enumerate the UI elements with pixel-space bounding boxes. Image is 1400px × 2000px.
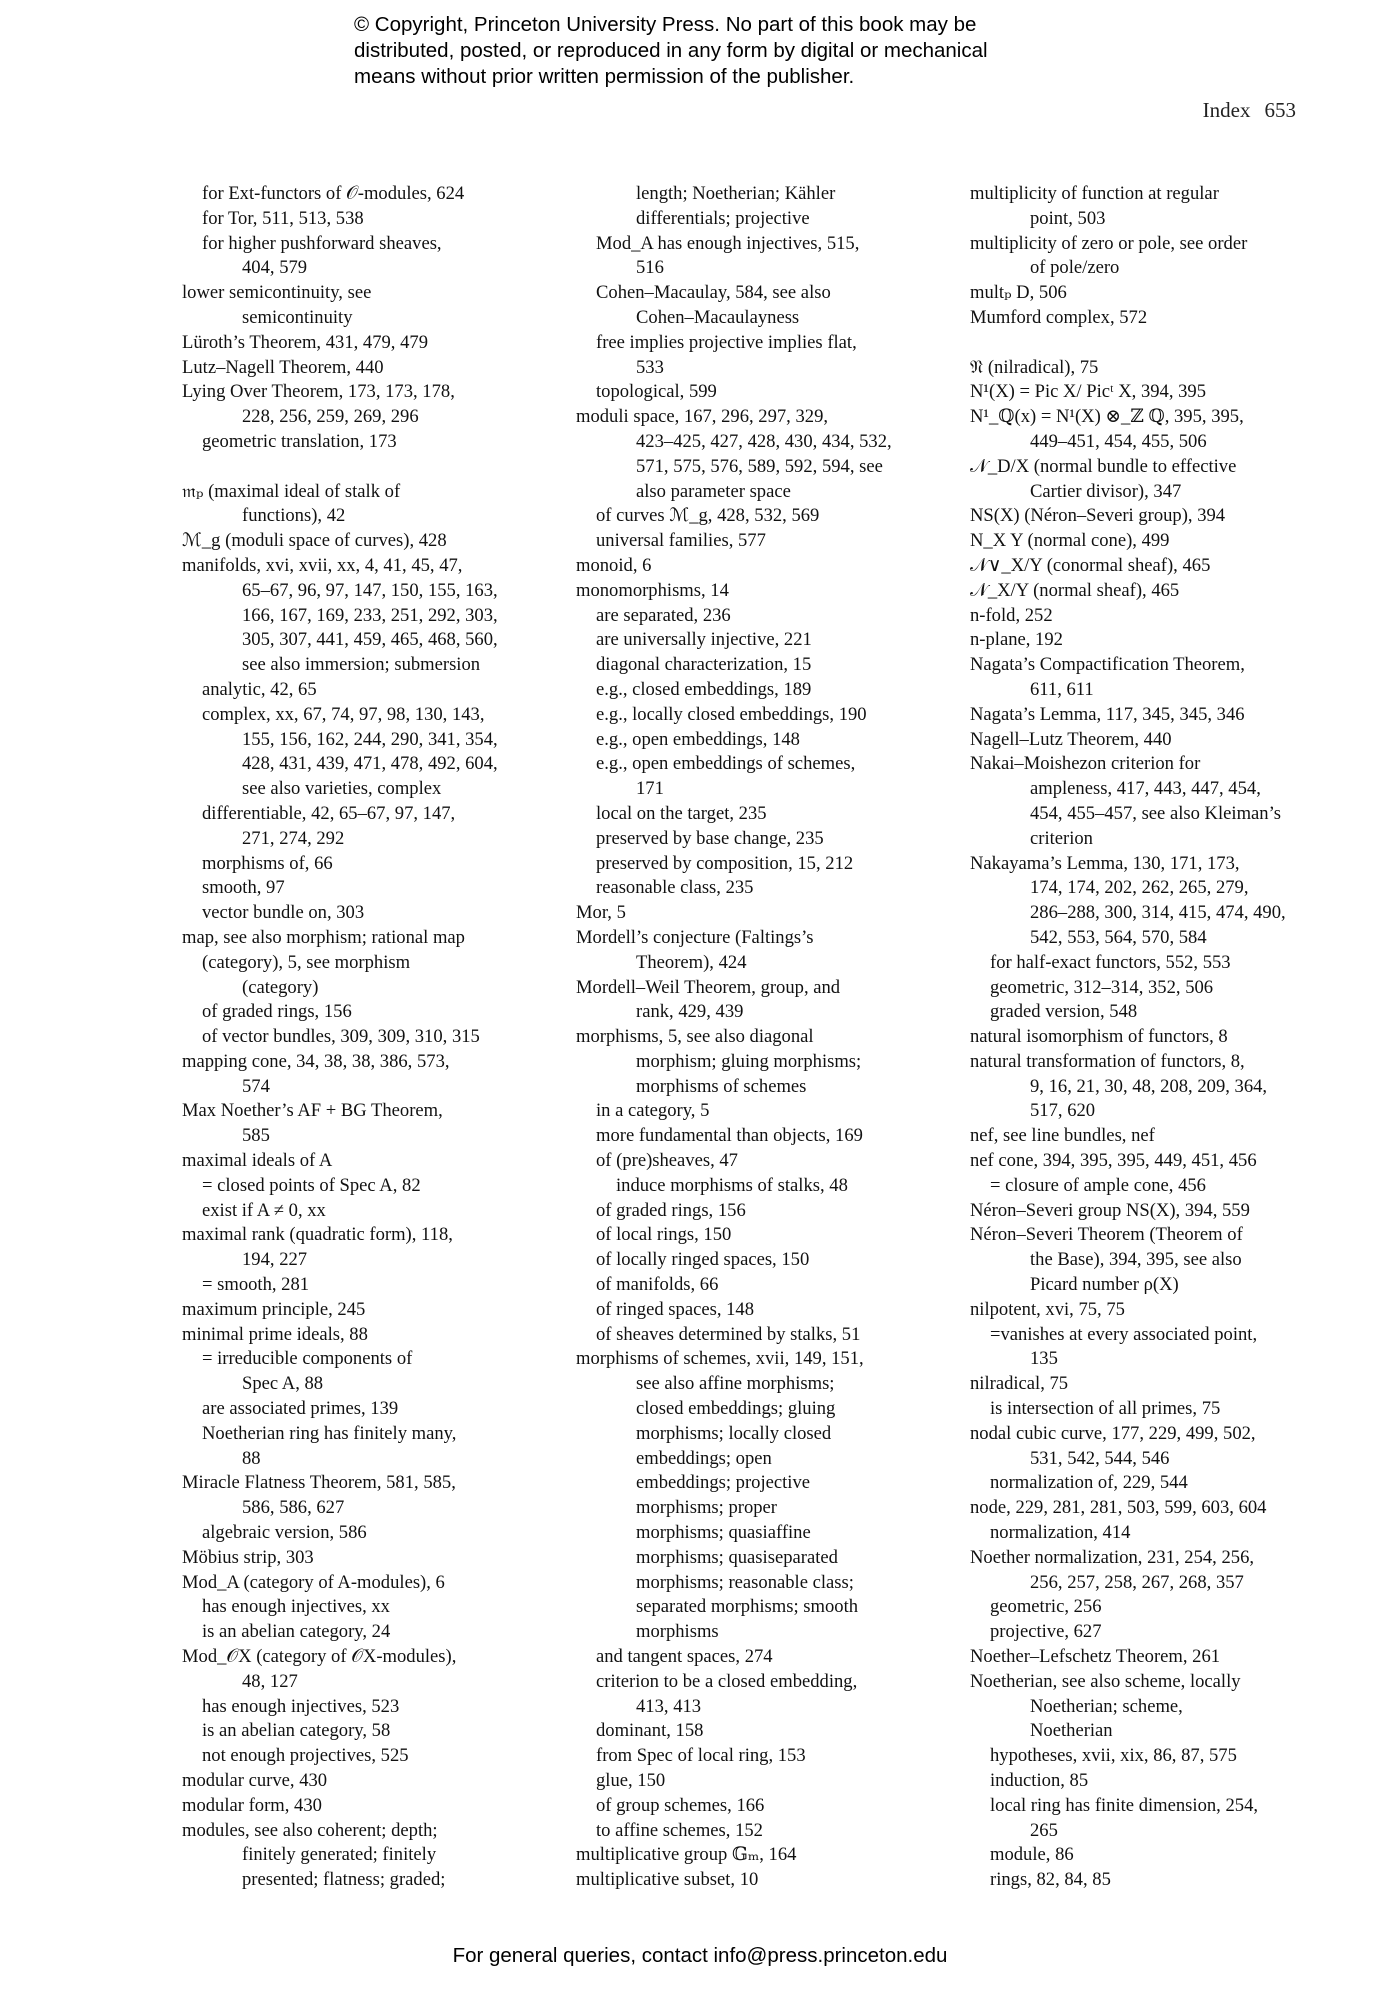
index-subentry: closed embeddings; gluing [636, 1398, 836, 1420]
index-entry: n-plane, 192 [970, 629, 1063, 651]
index-subentry: 171 [636, 778, 664, 800]
index-subentry: for Tor, 511, 513, 538 [202, 207, 364, 229]
index-subentry: exist if A ≠ 0, xx [202, 1199, 326, 1221]
index-entry: Nakai–Moishezon criterion for [970, 753, 1201, 775]
index-subentry: Cohen–Macaulay, 584, see also [596, 282, 831, 304]
index-subentry: 305, 307, 441, 459, 465, 468, 560, [242, 629, 498, 651]
index-subentry: 174, 174, 202, 262, 265, 279, [1030, 877, 1249, 899]
index-subentry: 265 [1030, 1819, 1058, 1841]
index-entry: Noether–Lefschetz Theorem, 261 [970, 1646, 1221, 1668]
index-entry: multiplicity of function at regular [970, 183, 1219, 204]
running-head [1203, 98, 1296, 123]
index-subentry: Noetherian; scheme, [1030, 1695, 1183, 1717]
index-subentry: to affine schemes, 152 [596, 1819, 763, 1841]
index-entry: Lying Over Theorem, 173, 173, 178, [182, 381, 455, 403]
index-entry [182, 455, 527, 480]
index-subentry: 271, 274, 292 [242, 827, 345, 849]
index-subentry: 531, 542, 544, 546 [1030, 1447, 1170, 1469]
page-number: 653 [1264, 98, 1296, 122]
index-entry: morphisms of schemes, xvii, 149, 151, [576, 1348, 864, 1370]
index-subentry: of manifolds, 66 [596, 1274, 719, 1296]
index-entry: multiplicative group 𝔾ₘ, 164 [576, 1844, 797, 1866]
index-subentry: semicontinuity [242, 306, 353, 328]
index-entry: Néron–Severi group NS(X), 394, 559 [970, 1199, 1250, 1221]
index-entry: nef cone, 394, 395, 395, 449, 451, 456 [970, 1150, 1257, 1172]
index-subentry: 449–451, 454, 455, 506 [1030, 430, 1207, 452]
index-subentry: vector bundle on, 303 [202, 902, 365, 924]
index-subentry: presented; flatness; graded; [242, 1869, 446, 1891]
index-subentry: = smooth, 281 [202, 1274, 310, 1296]
index-subentry: e.g., open embeddings of schemes, [596, 753, 856, 775]
index-entry: Néron–Severi Theorem (Theorem of [970, 1224, 1243, 1246]
index-subentry: diagonal characterization, 15 [596, 654, 812, 676]
index-entry: nilpotent, xvi, 75, 75 [970, 1298, 1125, 1320]
index-column-1 [182, 182, 527, 1893]
index-subentry: (category) [242, 976, 319, 998]
index-subentry: of pole/zero [1030, 257, 1120, 279]
index-subentry: criterion [1030, 827, 1093, 849]
index-subentry: of curves ℳ_g, 428, 532, 569 [596, 505, 820, 527]
index-subentry: e.g., closed embeddings, 189 [596, 678, 812, 700]
index-subentry: induce morphisms of stalks, 48 [616, 1174, 848, 1196]
index-subentry: Noetherian [1030, 1720, 1113, 1742]
index-subentry: =vanishes at every associated point, [990, 1323, 1258, 1345]
copyright-line: means without prior written permission of the publisher. [354, 65, 855, 88]
index-subentry: has enough injectives, xx [202, 1596, 390, 1618]
index-subentry: morphisms; quasiseparated [636, 1546, 838, 1568]
index-subentry: glue, 150 [596, 1770, 666, 1791]
running-title: Index [1202, 98, 1251, 122]
index-entry: nef, see line bundles, nef [970, 1125, 1155, 1147]
index-entry: Noether normalization, 231, 254, 256, [970, 1546, 1255, 1568]
index-subentry: 611, 611 [1030, 678, 1094, 700]
index-subentry: rank, 429, 439 [636, 1001, 744, 1023]
index-subentry: more fundamental than objects, 169 [596, 1125, 863, 1147]
index-subentry: the Base), 394, 395, see also [1030, 1249, 1242, 1271]
index-subentry: for half-exact functors, 552, 553 [990, 951, 1231, 973]
index-entry: ℳ_g (moduli space of curves), 428 [182, 530, 447, 552]
index-subentry: of graded rings, 156 [202, 1001, 352, 1023]
index-entry: Mumford complex, 572 [970, 306, 1148, 328]
index-subentry: normalization of, 229, 544 [990, 1472, 1188, 1494]
index-subentry: see also affine morphisms; [636, 1373, 835, 1395]
index-entry: Nakayama’s Lemma, 130, 171, 173, [970, 852, 1240, 874]
index-entry: Max Noether’s AF + BG Theorem, [182, 1100, 443, 1122]
index-subentry: 9, 16, 21, 30, 48, 208, 209, 364, [1030, 1075, 1268, 1097]
index-subentry: is intersection of all primes, 75 [990, 1398, 1221, 1420]
index-subentry: preserved by composition, 15, 212 [596, 852, 854, 874]
index-subentry: hypotheses, xvii, xix, 86, 87, 575 [990, 1745, 1237, 1767]
index-entry: Mor, 5 [576, 902, 626, 924]
index-subentry: morphisms of, 66 [202, 852, 333, 874]
index-entry: 𝔑 (nilradical), 75 [970, 356, 1099, 378]
index-subentry: Noetherian ring has finitely many, [202, 1422, 457, 1444]
index-subentry: geometric, 312–314, 352, 506 [990, 976, 1214, 998]
index-entry: maximum principle, 245 [182, 1298, 366, 1320]
index-entry: moduli space, 167, 296, 297, 329, [576, 406, 829, 428]
index-subentry: also parameter space [636, 480, 791, 502]
index-column-2 [576, 182, 918, 1893]
index-subentry: of vector bundles, 309, 309, 310, 315 [202, 1026, 480, 1048]
index-subentry: 228, 256, 259, 269, 296 [242, 406, 419, 428]
index-subentry: 574 [242, 1075, 270, 1097]
index-subentry: 166, 167, 169, 233, 251, 292, 303, [242, 604, 498, 626]
index-subentry: e.g., open embeddings, 148 [596, 728, 800, 750]
index-subentry: = irreducible components of [202, 1348, 413, 1370]
index-entry: Möbius strip, 303 [182, 1546, 314, 1568]
index-entry: multiplicity of zero or pole, see order [970, 232, 1248, 254]
index-subentry: 516 [636, 257, 664, 279]
index-subentry: dominant, 158 [596, 1720, 704, 1742]
index-subentry: of sheaves determined by stalks, 51 [596, 1323, 861, 1345]
index-subentry: 585 [242, 1125, 270, 1147]
index-subentry: 533 [636, 356, 664, 378]
index-subentry: e.g., locally closed embeddings, 190 [596, 703, 867, 725]
index-subentry: smooth, 97 [202, 877, 285, 899]
index-subentry: 404, 579 [242, 257, 308, 279]
index-subentry: 286–288, 300, 314, 415, 474, 490, [1030, 902, 1286, 924]
index-subentry: 48, 127 [242, 1670, 298, 1692]
index-subentry: projective, 627 [990, 1621, 1102, 1643]
index-subentry: finitely generated; finitely [242, 1844, 437, 1866]
index-subentry: is an abelian category, 24 [202, 1621, 391, 1643]
index-subentry: morphisms; locally closed [636, 1422, 832, 1444]
index-subentry: not enough projectives, 525 [202, 1745, 409, 1767]
index-subentry: for higher pushforward sheaves, [202, 232, 442, 254]
index-subentry: 65–67, 96, 97, 147, 150, 155, 163, [242, 579, 498, 601]
index-subentry: see also immersion; submersion [242, 654, 481, 676]
index-entry: 𝒩_D/X (normal bundle to effective [970, 455, 1237, 477]
index-entry: 𝔪ₚ (maximal ideal of stalk of [182, 480, 401, 502]
index-subentry: algebraic version, 586 [202, 1522, 367, 1544]
index-entry: multₚ D, 506 [970, 282, 1067, 304]
index-subentry: rings, 82, 84, 85 [990, 1869, 1111, 1891]
index-subentry: 571, 575, 576, 589, 592, 594, see [636, 455, 883, 477]
index-subentry: of local rings, 150 [596, 1224, 732, 1246]
index-entry: nilradical, 75 [970, 1373, 1069, 1395]
index-entry: N_X Y (normal cone), 499 [970, 530, 1170, 552]
index-subentry: ampleness, 417, 443, 447, 454, [1030, 778, 1261, 800]
index-subentry: = closure of ample cone, 456 [990, 1174, 1206, 1196]
index-subentry: differentiable, 42, 65–67, 97, 147, [202, 802, 456, 824]
index-entry: manifolds, xvi, xvii, xx, 4, 41, 45, 47, [182, 554, 463, 576]
index-subentry: functions), 42 [242, 505, 346, 527]
index-subentry: Theorem), 424 [636, 951, 747, 973]
index-entry: N¹(X) = Pic X/ Picᵗ X, 394, 395 [970, 381, 1207, 403]
index-entry: Mordell’s conjecture (Faltings’s [576, 926, 814, 948]
index-subentry: 155, 156, 162, 244, 290, 341, 354, [242, 728, 498, 750]
index-entry: modular form, 430 [182, 1794, 322, 1816]
index-entry: NS(X) (Néron–Severi group), 394 [970, 505, 1226, 527]
index-entry: mapping cone, 34, 38, 38, 386, 573, [182, 1050, 450, 1072]
index-subentry: geometric, 256 [990, 1596, 1102, 1618]
index-subentry: is an abelian category, 58 [202, 1720, 391, 1742]
index-subentry: morphisms [636, 1621, 719, 1643]
index-entry: Nagata’s Lemma, 117, 345, 345, 346 [970, 703, 1245, 725]
copyright-line: © Copyright, Princeton University Press. No part of this book may be [354, 13, 977, 36]
index-subentry: embeddings; projective [636, 1472, 811, 1494]
index-subentry: of graded rings, 156 [596, 1199, 746, 1221]
contact-footer: For general queries, contact info@press.princeton.edu [452, 1944, 948, 1967]
index-subentry: = closed points of Spec A, 82 [202, 1174, 421, 1196]
index-subentry: Picard number ρ(X) [1030, 1274, 1179, 1296]
index-entry: natural isomorphism of functors, 8 [970, 1026, 1228, 1048]
index-subentry: separated morphisms; smooth [636, 1596, 859, 1618]
index-subentry: 413, 413 [636, 1695, 702, 1717]
index-subentry: of (pre)sheaves, 47 [596, 1150, 738, 1172]
index-subentry: point, 503 [1030, 207, 1106, 229]
index-subentry: length; Noetherian; Kähler [636, 183, 836, 204]
index-subentry: 88 [242, 1447, 261, 1469]
index-subentry: analytic, 42, 65 [202, 678, 317, 700]
index-subentry: are universally injective, 221 [596, 629, 812, 651]
index-subentry: of group schemes, 166 [596, 1794, 765, 1816]
copyright-notice [354, 12, 1154, 90]
index-column-3 [970, 182, 1310, 1893]
index-subentry: in a category, 5 [596, 1100, 710, 1122]
index-entry: Miracle Flatness Theorem, 581, 585, [182, 1472, 456, 1494]
index-entry: 𝒩_X/Y (normal sheaf), 465 [970, 579, 1180, 601]
index-entry: 𝒩∨_X/Y (conormal sheaf), 465 [970, 554, 1211, 576]
index-entry: morphisms, 5, see also diagonal [576, 1026, 814, 1048]
index-entry: maximal rank (quadratic form), 118, [182, 1224, 453, 1246]
index-subentry: morphisms; proper [636, 1497, 777, 1519]
index-entry: multiplicative subset, 10 [576, 1869, 759, 1891]
index-entry: map, see also morphism; rational map [182, 926, 465, 948]
index-subentry: 256, 257, 258, 267, 268, 357 [1030, 1571, 1244, 1593]
index-entry: natural transformation of functors, 8, [970, 1050, 1245, 1072]
index-subentry: are separated, 236 [596, 604, 731, 626]
index-entry: N¹_ℚ(x) = N¹(X) ⊗_ℤ ℚ, 395, 395, [970, 406, 1244, 428]
index-entry: Mod_A (category of A-modules), 6 [182, 1571, 445, 1593]
index-subentry: local ring has finite dimension, 254, [990, 1794, 1259, 1816]
index-subentry: has enough injectives, 523 [202, 1695, 400, 1717]
index-subentry: 517, 620 [1030, 1100, 1096, 1122]
index-subentry: free implies projective implies flat, [596, 331, 857, 353]
index-entry: Lüroth’s Theorem, 431, 479, 479 [182, 331, 428, 353]
index-entry: modular curve, 430 [182, 1770, 328, 1791]
index-entry: lower semicontinuity, see [182, 282, 372, 304]
index-subentry: local on the target, 235 [596, 802, 767, 824]
index-entry: Lutz–Nagell Theorem, 440 [182, 356, 384, 378]
index-subentry: reasonable class, 235 [596, 877, 754, 899]
index-entry: nodal cubic curve, 177, 229, 499, 502, [970, 1422, 1256, 1444]
index-subentry: module, 86 [990, 1844, 1074, 1866]
index-subentry: Cohen–Macaulayness [636, 306, 800, 328]
index-entry: maximal ideals of A [182, 1150, 333, 1172]
index-subentry: universal families, 577 [596, 530, 766, 552]
index-subentry: embeddings; open [636, 1447, 772, 1469]
index-subentry: topological, 599 [596, 381, 717, 403]
index-subentry: morphism; gluing morphisms; [636, 1050, 862, 1072]
index-subentry: 135 [1030, 1348, 1058, 1370]
index-subentry: for Ext-functors of 𝒪-modules, 624 [202, 183, 465, 204]
index-entry: Noetherian, see also scheme, locally [970, 1670, 1241, 1692]
index-subentry: preserved by base change, 235 [596, 827, 824, 849]
index-subentry: morphisms of schemes [636, 1075, 807, 1097]
index-subentry: differentials; projective [636, 207, 810, 229]
index-subentry: from Spec of local ring, 153 [596, 1745, 806, 1767]
index-entry: Mod_𝒪X (category of 𝒪X-modules), [182, 1646, 457, 1668]
index-subentry: 194, 227 [242, 1249, 308, 1271]
index-subentry: morphisms; quasiaffine [636, 1522, 811, 1544]
index-subentry: of locally ringed spaces, 150 [596, 1249, 810, 1271]
index-subentry: criterion to be a closed embedding, [596, 1670, 858, 1692]
index-subentry: of ringed spaces, 148 [596, 1298, 755, 1320]
index-subentry: 423–425, 427, 428, 430, 434, 532, [636, 430, 892, 452]
index-subentry: normalization, 414 [990, 1522, 1131, 1544]
index-subentry: are associated primes, 139 [202, 1398, 399, 1420]
index-subentry: 454, 455–457, see also Kleiman’s [1030, 802, 1281, 824]
index-subentry: graded version, 548 [990, 1001, 1138, 1023]
index-subentry: and tangent spaces, 274 [596, 1646, 773, 1668]
index-entry: monoid, 6 [576, 554, 652, 576]
index-subentry: induction, 85 [990, 1770, 1089, 1791]
index-subentry: (category), 5, see morphism [202, 951, 411, 973]
index-entry: Nagell–Lutz Theorem, 440 [970, 728, 1172, 750]
index-entry: node, 229, 281, 281, 503, 599, 603, 604 [970, 1497, 1267, 1519]
copyright-line: distributed, posted, or reproduced in any form by digital or mechanical [354, 39, 988, 62]
index-entry: minimal prime ideals, 88 [182, 1323, 368, 1345]
index-entry [970, 331, 1310, 356]
index-entry: modules, see also coherent; depth; [182, 1819, 438, 1841]
index-subentry: complex, xx, 67, 74, 97, 98, 130, 143, [202, 703, 485, 725]
index-subentry: 428, 431, 439, 471, 478, 492, 604, [242, 753, 498, 775]
index-subentry: see also varieties, complex [242, 778, 442, 800]
index-subentry: geometric translation, 173 [202, 430, 397, 452]
index-subentry: 542, 553, 564, 570, 584 [1030, 926, 1207, 948]
index-subentry: Spec A, 88 [242, 1373, 324, 1395]
index-entry: n-fold, 252 [970, 604, 1053, 626]
index-entry: Nagata’s Compactification Theorem, [970, 654, 1245, 676]
index-entry: Mordell–Weil Theorem, group, and [576, 976, 841, 998]
index-subentry: Mod_A has enough injectives, 515, [596, 232, 860, 254]
index-entry: monomorphisms, 14 [576, 579, 729, 601]
index-subentry: morphisms; reasonable class; [636, 1571, 854, 1593]
index-subentry: Cartier divisor), 347 [1030, 480, 1182, 502]
index-subentry: 586, 586, 627 [242, 1497, 345, 1519]
